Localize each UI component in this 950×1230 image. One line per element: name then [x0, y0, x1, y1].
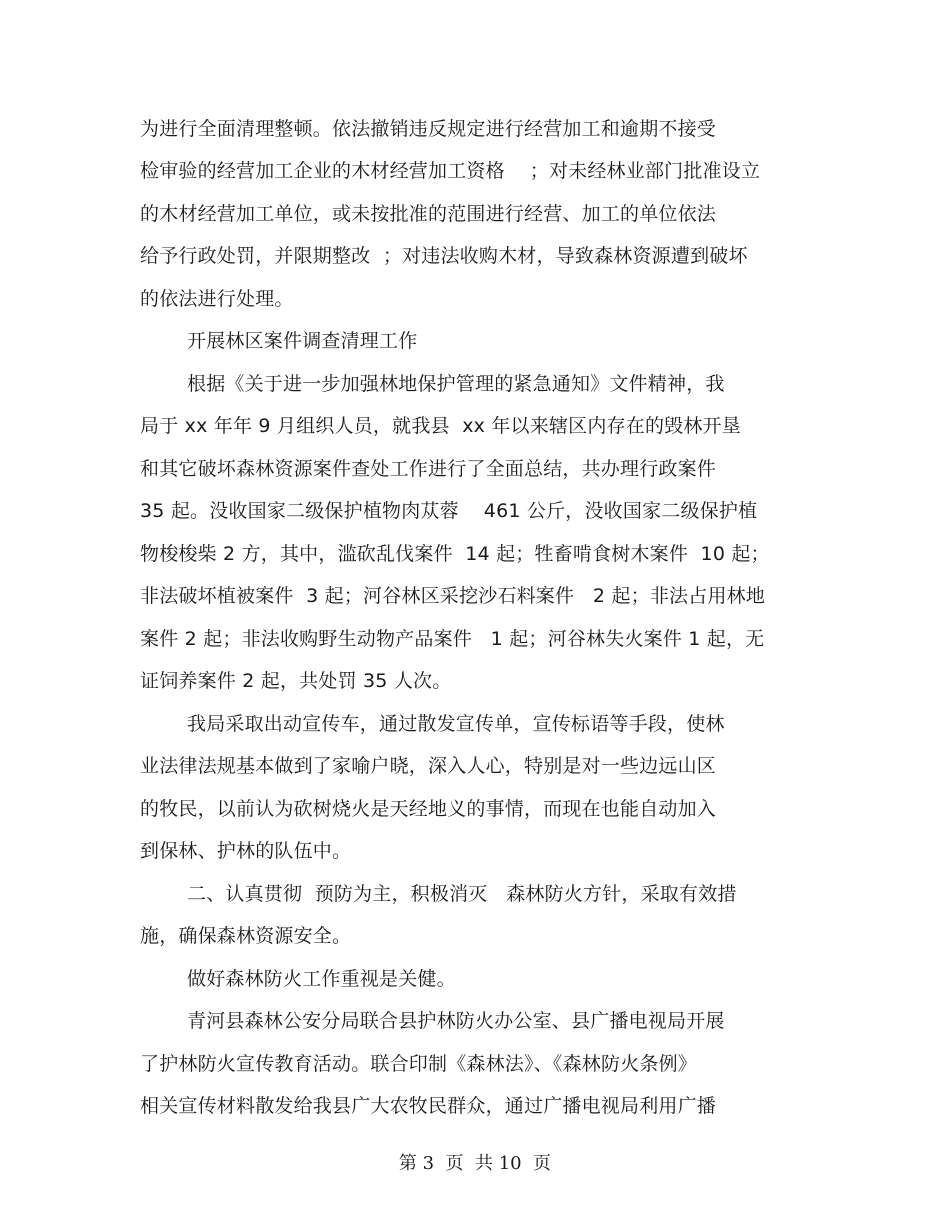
text-line: 35 起。没收国家二级保护植物肉苁蓉 461 公斤，没收国家二级保护植	[140, 500, 758, 522]
text-line: 非法破坏植被案件 3 起；河谷林区采挖沙石料案件 2 起；非法占用林地	[140, 585, 766, 607]
text-line: 和其它破坏森林资源案件查处工作进行了全面总结，共办理行政案件	[140, 458, 717, 480]
text-line: 的依法进行处理。	[140, 288, 294, 310]
text-line: 案件 2 起；非法收购野生动物产品案件 1 起；河谷林失火案件 1 起，无	[140, 628, 765, 650]
text-line: 局于 xx 年年 9 月组织人员，就我县 xx 年以来辖区内存在的毁林开垦	[140, 415, 741, 437]
text-line: 了护林防火宣传教育活动。联合印制《森林法》、《森林防火条例》	[140, 1053, 698, 1075]
text-line: 相关宣传材料散发给我县广大农牧民群众，通过广播电视局利用广播	[140, 1095, 717, 1117]
text-line: 施，确保森林资源安全。	[140, 925, 352, 947]
text-line: 根据《关于进一步加强林地保护管理的紧急通知》文件精神，我	[187, 373, 725, 395]
text-line: 的木材经营加工单位，或未按批准的范围进行经营、加工的单位依法	[140, 203, 717, 225]
text-line: 做好森林防火工作重视是关健。	[187, 968, 456, 990]
text-line: 给予行政处罚，并限期整改 ；对违法收购木材，导致森林资源遭到破坏	[140, 245, 748, 267]
text-line: 青河县森林公安分局联合县护林防火办公室、县广播电视局开展	[187, 1010, 725, 1032]
text-line: 证饲养案件 2 起，共处罚 35 人次。	[140, 670, 452, 692]
section-heading: 开展林区案件调查清理工作	[187, 330, 418, 352]
section-heading: 二、认真贯彻 预防为主，积极消灭 森林防火方针，采取有效措	[187, 883, 737, 905]
text-line: 到保林、护林的队伍中。	[140, 840, 352, 862]
text-line: 业法律法规基本做到了家喻户晓，深入人心，特别是对一些边远山区	[140, 755, 717, 777]
text-line: 为进行全面清理整顿。依法撤销违反规定进行经营加工和逾期不接受	[140, 118, 717, 140]
page-number-footer: 第 3 页 共 10 页	[398, 1153, 552, 1174]
text-line: 检审验的经营加工企业的木材经营加工资格 ；对未经林业部门批准设立	[140, 160, 761, 182]
text-line: 物梭梭柴 2 方，其中，滥砍乱伐案件 14 起；牲畜啃食树木案件 10 起；	[140, 543, 770, 565]
text-line: 我局采取出动宣传车，通过散发宣传单，宣传标语等手段，使林	[187, 713, 725, 735]
text-line: 的牧民，以前认为砍树烧火是天经地义的事情，而现在也能自动加入	[140, 798, 717, 820]
